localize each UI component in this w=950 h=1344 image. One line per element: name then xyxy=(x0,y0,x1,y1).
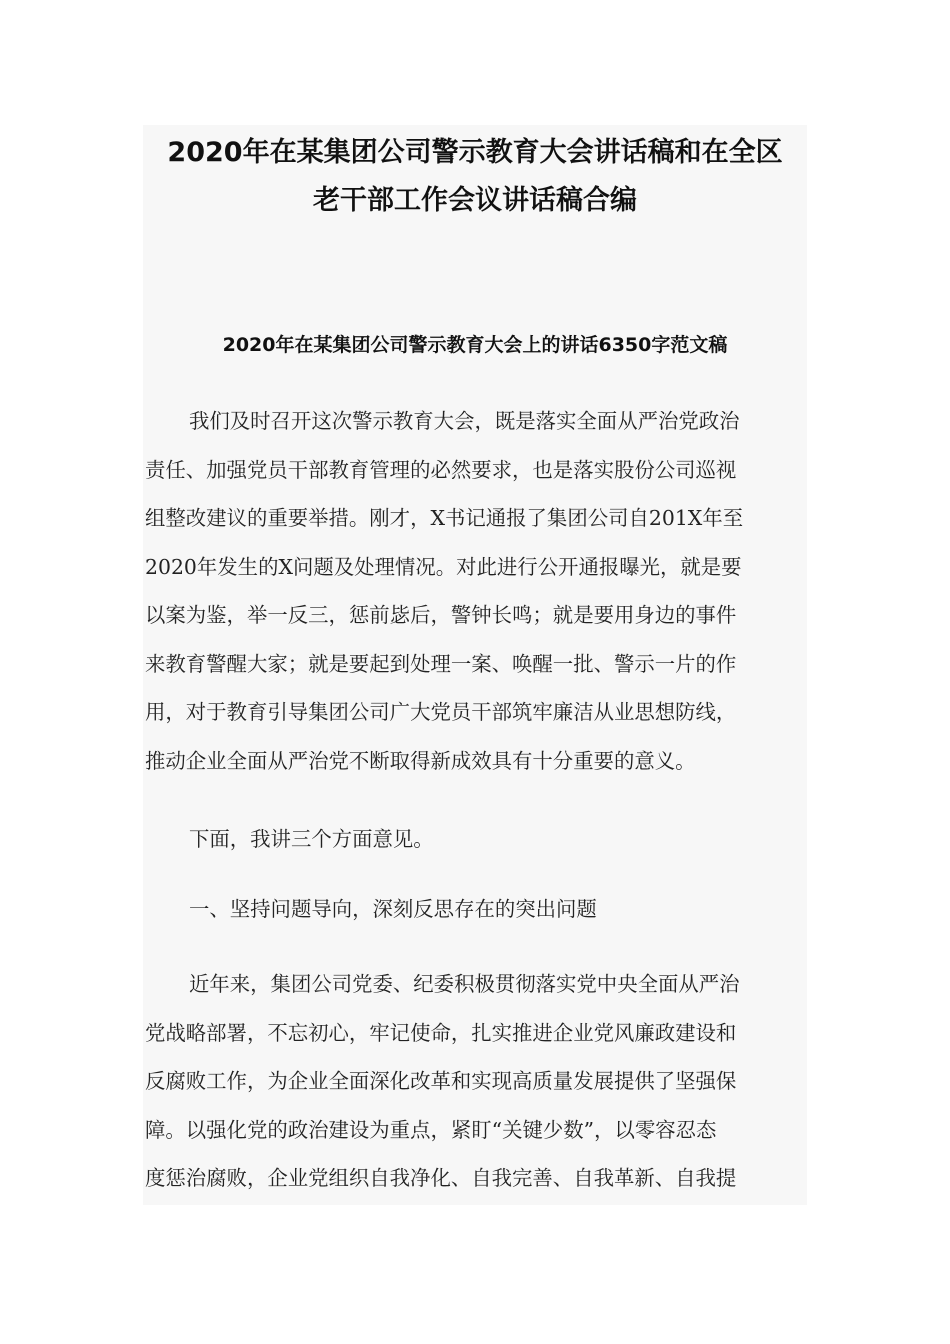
paragraph-line: 一、坚持问题导向，深刻反思存在的突出问题 xyxy=(189,897,597,921)
paragraph-line: 责任、加强党员干部教育管理的必然要求，也是落实股份公司巡视 xyxy=(145,457,737,482)
paragraph-line: 近年来，集团公司党委、纪委积极贯彻落实党中央全面从严治 xyxy=(189,972,740,996)
paragraph-section-one xyxy=(145,960,793,1203)
document-page xyxy=(143,125,807,1205)
paragraph-intro xyxy=(145,397,793,785)
paragraph-line: 以案为鉴，举一反三，惩前毖后，警钟长鸣；就是要用身边的事件 xyxy=(145,603,737,627)
paragraph-outline-intro xyxy=(145,815,793,864)
section-heading-one xyxy=(145,885,793,934)
paragraph-line: 度惩治腐败，企业党组织自我净化、自我完善、自我革新、自我提 xyxy=(145,1166,737,1190)
paragraph-line: 2020年发生的X问题及处理情况。对此进行公开通报曝光，就是要 xyxy=(145,554,742,579)
paragraph-line: 下面，我讲三个方面意见。 xyxy=(189,827,434,851)
paragraph-line: 来教育警醒大家；就是要起到处理一案、唤醒一批、警示一片的作 xyxy=(145,651,737,676)
paragraph-line: 反腐败工作，为企业全面深化改革和实现高质量发展提供了坚强保 xyxy=(145,1069,737,1093)
paragraph-line: 党战略部署，不忘初心，牢记使命，扎实推进企业党风廉政建设和 xyxy=(145,1020,737,1045)
paragraph-line: 我们及时召开这次警示教育大会，既是落实全面从严治党政治 xyxy=(189,409,740,433)
paragraph-line: 组整改建议的重要举措。刚才，X书记通报了集团公司自201X年至 xyxy=(145,506,744,530)
document-title-line-2: 老干部工作会议讲话稿合编 xyxy=(313,185,637,216)
document-title-line-1: 2020年在某集团公司警示教育大会讲话稿和在全区 xyxy=(167,137,783,168)
paragraph-line: 推动企业全面从严治党不断取得新成效具有十分重要的意义。 xyxy=(145,748,696,773)
speech-subtitle: 2020年在某集团公司警示教育大会上的讲话6350字范文稿 xyxy=(222,334,728,356)
paragraph-line: 用，对于教育引导集团公司广大党员干部筑牢廉洁从业思想防线， xyxy=(145,700,737,724)
paragraph-line: 障。以强化党的政治建设为重点，紧盯“关键少数”，以零容忍态 xyxy=(145,1117,717,1142)
